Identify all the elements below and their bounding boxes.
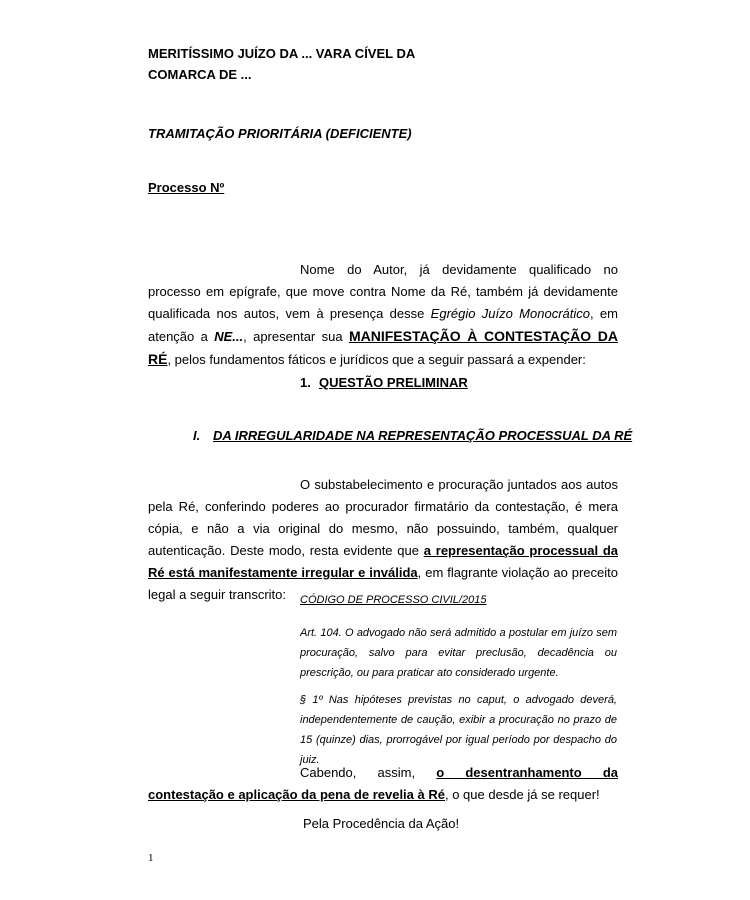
body-text-3: , em flagrante violação ao preceito legal a seguir transcrito: [148,565,618,602]
intro-text-manifestacao: MANIFESTAÇÃO À CONTESTAÇÃO DA RÉ [148,328,618,367]
body-text-emphasis: a representação processual da Ré está manifestamente irregular e inválida [148,543,618,580]
intro-text-5: , apresentar sua [243,329,349,344]
intro-text-ne: NE... [214,329,244,344]
section-title: QUESTÃO PRELIMINAR [319,375,468,390]
conclusion-text-3: , o que desde já se requer! [444,787,600,802]
subsection-heading-1 [193,428,632,443]
closing-statement: Pela Procedência da Ação! [303,816,460,831]
quote-article: Art. 104. O advogado não será admitido a postular em juízo sem procuração, salvo para evitar preclusão, decadência ou prescrição, ou para praticar ato considerado urgente. [300,627,617,679]
section-heading-1 [300,375,468,390]
intro-paragraph [148,259,618,371]
intro-text-1: Nome do Autor, já devidamente qualificado no processo em epígrafe, que move contra Nome da Ré, também já devidamente qualificada nos autos, vem à presença desse [148,262,618,321]
subsection-title: DA IRREGULARIDADE NA REPRESENTAÇÃO PROCESSUAL DA RÉ [213,428,633,443]
body-paragraph [148,474,618,606]
court-address-line-2: COMARCA DE ... [148,67,252,82]
subsection-number: I. [193,428,201,443]
quote-paragraph: § 1º Nas hipóteses previstas no caput, o advogado deverá, independentemente de caução, exibir a procuração no prazo de 15 (quinze) dias, prorrogável por igual período por despacho do juiz. [300,694,617,766]
conclusion-text-1: Cabendo, assim, [300,765,437,780]
intro-text-italic: Egrégio Juízo Monocrático [430,306,590,321]
court-address [148,43,618,85]
page-number: 1 [148,852,154,864]
quote-title: CÓDIGO DE PROCESSO CIVIL/2015 [300,594,487,606]
intro-text-3: , em atenção a [148,306,618,344]
priority-notice: TRAMITAÇÃO PRIORITÁRIA (DEFICIENTE) [148,126,412,141]
court-address-line-1: MERITÍSSIMO JUÍZO DA ... VARA CÍVEL DA [148,46,416,61]
section-number: 1. [300,375,311,390]
intro-text-7: , pelos fundamentos fáticos e jurídicos que a seguir passará a expender: [167,352,586,367]
conclusion-paragraph [148,762,618,806]
process-number-label: Processo Nº [148,180,225,195]
body-text-1: O substabelecimento e procuração juntados aos autos pela Ré, conferindo poderes ao procurador firmatário da contestação, é mera cópia, e não a via original do mesmo, não possuindo, também, qualquer autenticação. Deste modo, resta evidente que [148,477,618,558]
conclusion-text-emphasis: o desentranhamento da contestação e aplicação da pena de revelia à Ré [148,765,618,802]
